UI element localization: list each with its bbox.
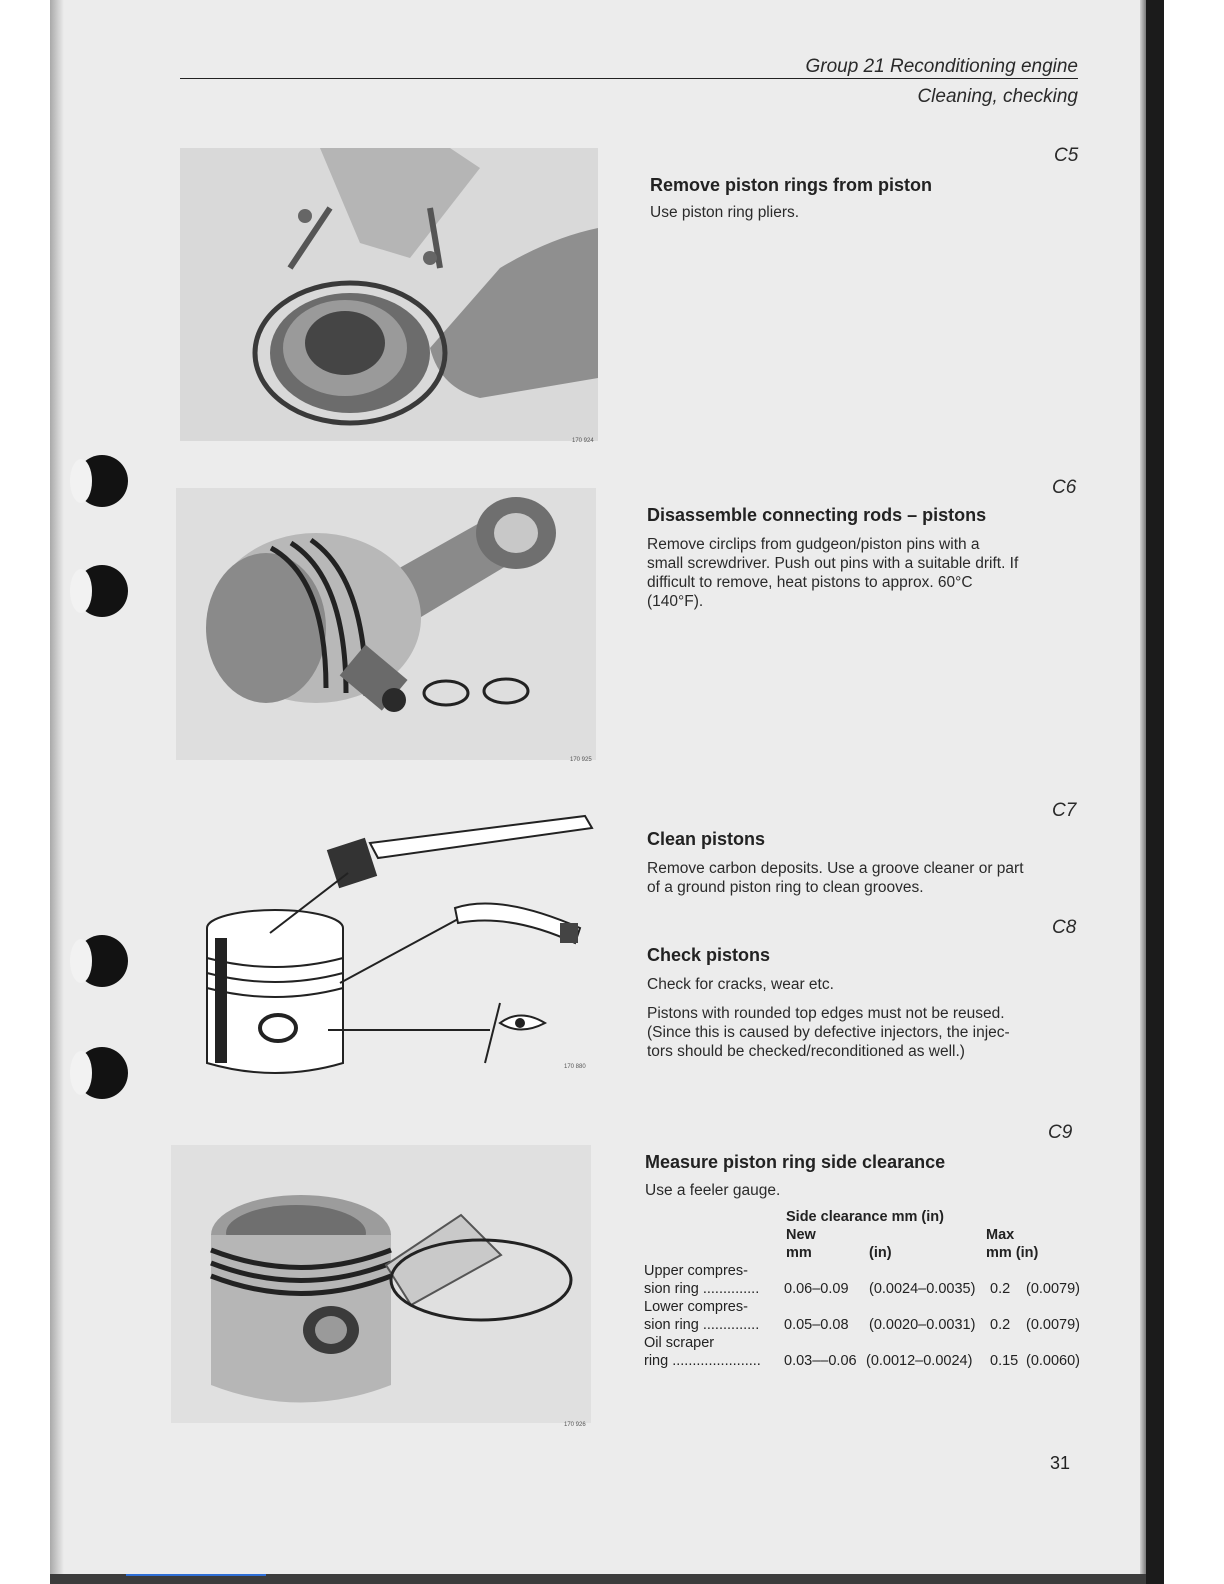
step-text: Check for cracks, wear etc. — [647, 976, 834, 993]
photo-measure-ring-clearance — [171, 1145, 591, 1423]
figure-number: 170 924 — [572, 438, 594, 444]
step-text: Use piston ring pliers. — [650, 204, 800, 221]
step-text: tors should be checked/reconditioned as well.) — [647, 1043, 965, 1060]
step-title: Remove piston rings from piston — [650, 175, 933, 195]
figure-number: 170 926 — [564, 1422, 586, 1428]
step-title: Clean pistons — [647, 829, 766, 849]
table-heading: Side clearance mm (in) — [786, 1209, 944, 1225]
row-label: sion ring .............. — [644, 1317, 760, 1333]
step-code: C9 — [1048, 1122, 1073, 1143]
step-text: of a ground piston ring to clean grooves. — [647, 879, 924, 896]
punch-hole — [76, 935, 128, 987]
step-title: Disassemble connecting rods – pistons — [647, 505, 987, 525]
row-label: Oil scraper — [644, 1335, 715, 1351]
cell-max-mm: 0.2 — [990, 1281, 1011, 1297]
row-label: Lower compres- — [644, 1299, 748, 1315]
col-max: Max — [986, 1227, 1015, 1243]
step-code: C8 — [1052, 917, 1077, 938]
cell-max-in: (0.0060) — [1026, 1353, 1081, 1369]
header-rule — [180, 78, 1078, 79]
row-label: ring ...................... — [644, 1353, 761, 1369]
page-number: 31 — [1050, 1453, 1071, 1473]
col-unit-mm: mm — [786, 1245, 812, 1261]
cell-new-mm: 0.05–0.08 — [784, 1317, 849, 1333]
cell-max-in: (0.0079) — [1026, 1317, 1081, 1333]
binding-spine — [1146, 0, 1164, 1584]
step-title: Measure piston ring side clearance — [645, 1152, 946, 1172]
cell-max-mm: 0.2 — [990, 1317, 1011, 1333]
step-code: C6 — [1052, 477, 1077, 498]
page-shadow — [50, 0, 64, 1584]
photo-connecting-rod-piston — [176, 488, 596, 760]
step-text: Pistons with rounded top edges must not be reused. — [647, 1005, 1005, 1022]
cell-new-in: (0.0012–0.0024) — [866, 1353, 973, 1369]
punch-hole — [76, 565, 128, 617]
step-text: Remove circlips from gudgeon/piston pins with a — [647, 536, 980, 553]
step-text: difficult to remove, heat pistons to approx. 60°C — [647, 574, 973, 591]
photo-remove-piston-rings — [180, 148, 598, 441]
step-code: C5 — [1054, 145, 1079, 166]
section-title: Group 21 Reconditioning engine — [805, 56, 1078, 77]
drawing-clean-check-pistons — [200, 808, 600, 1083]
step-text: (140°F). — [647, 593, 704, 610]
col-unit-max: mm (in) — [986, 1245, 1039, 1261]
row-label: Upper compres- — [644, 1263, 748, 1279]
col-unit-in: (in) — [869, 1245, 892, 1261]
cell-max-in: (0.0079) — [1026, 1281, 1081, 1297]
cell-new-in: (0.0020–0.0031) — [869, 1317, 976, 1333]
cell-new-in: (0.0024–0.0035) — [869, 1281, 976, 1297]
bottom-link-bar — [126, 1574, 266, 1576]
figure-number: 170 925 — [570, 757, 592, 763]
step-text: Remove carbon deposits. Use a groove cleaner or part — [647, 860, 1024, 877]
scan-margin — [0, 0, 50, 1584]
cell-max-mm: 0.15 — [990, 1353, 1019, 1369]
section-subtitle: Cleaning, checking — [917, 86, 1078, 107]
cell-new-mm: 0.06–0.09 — [784, 1281, 849, 1297]
step-text: (Since this is caused by defective injectors, the injec- — [647, 1024, 1010, 1041]
cell-new-mm: 0.03––0.06 — [784, 1353, 857, 1369]
col-new: New — [786, 1227, 816, 1243]
step-code: C7 — [1052, 800, 1077, 821]
step-title: Check pistons — [647, 945, 771, 965]
step-text: small screwdriver. Push out pins with a suitable drift. If — [647, 555, 1019, 572]
figure-number: 170 880 — [564, 1064, 586, 1070]
punch-hole — [76, 455, 128, 507]
row-label: sion ring .............. — [644, 1281, 760, 1297]
step-text: Use a feeler gauge. — [645, 1182, 781, 1199]
punch-hole — [76, 1047, 128, 1099]
